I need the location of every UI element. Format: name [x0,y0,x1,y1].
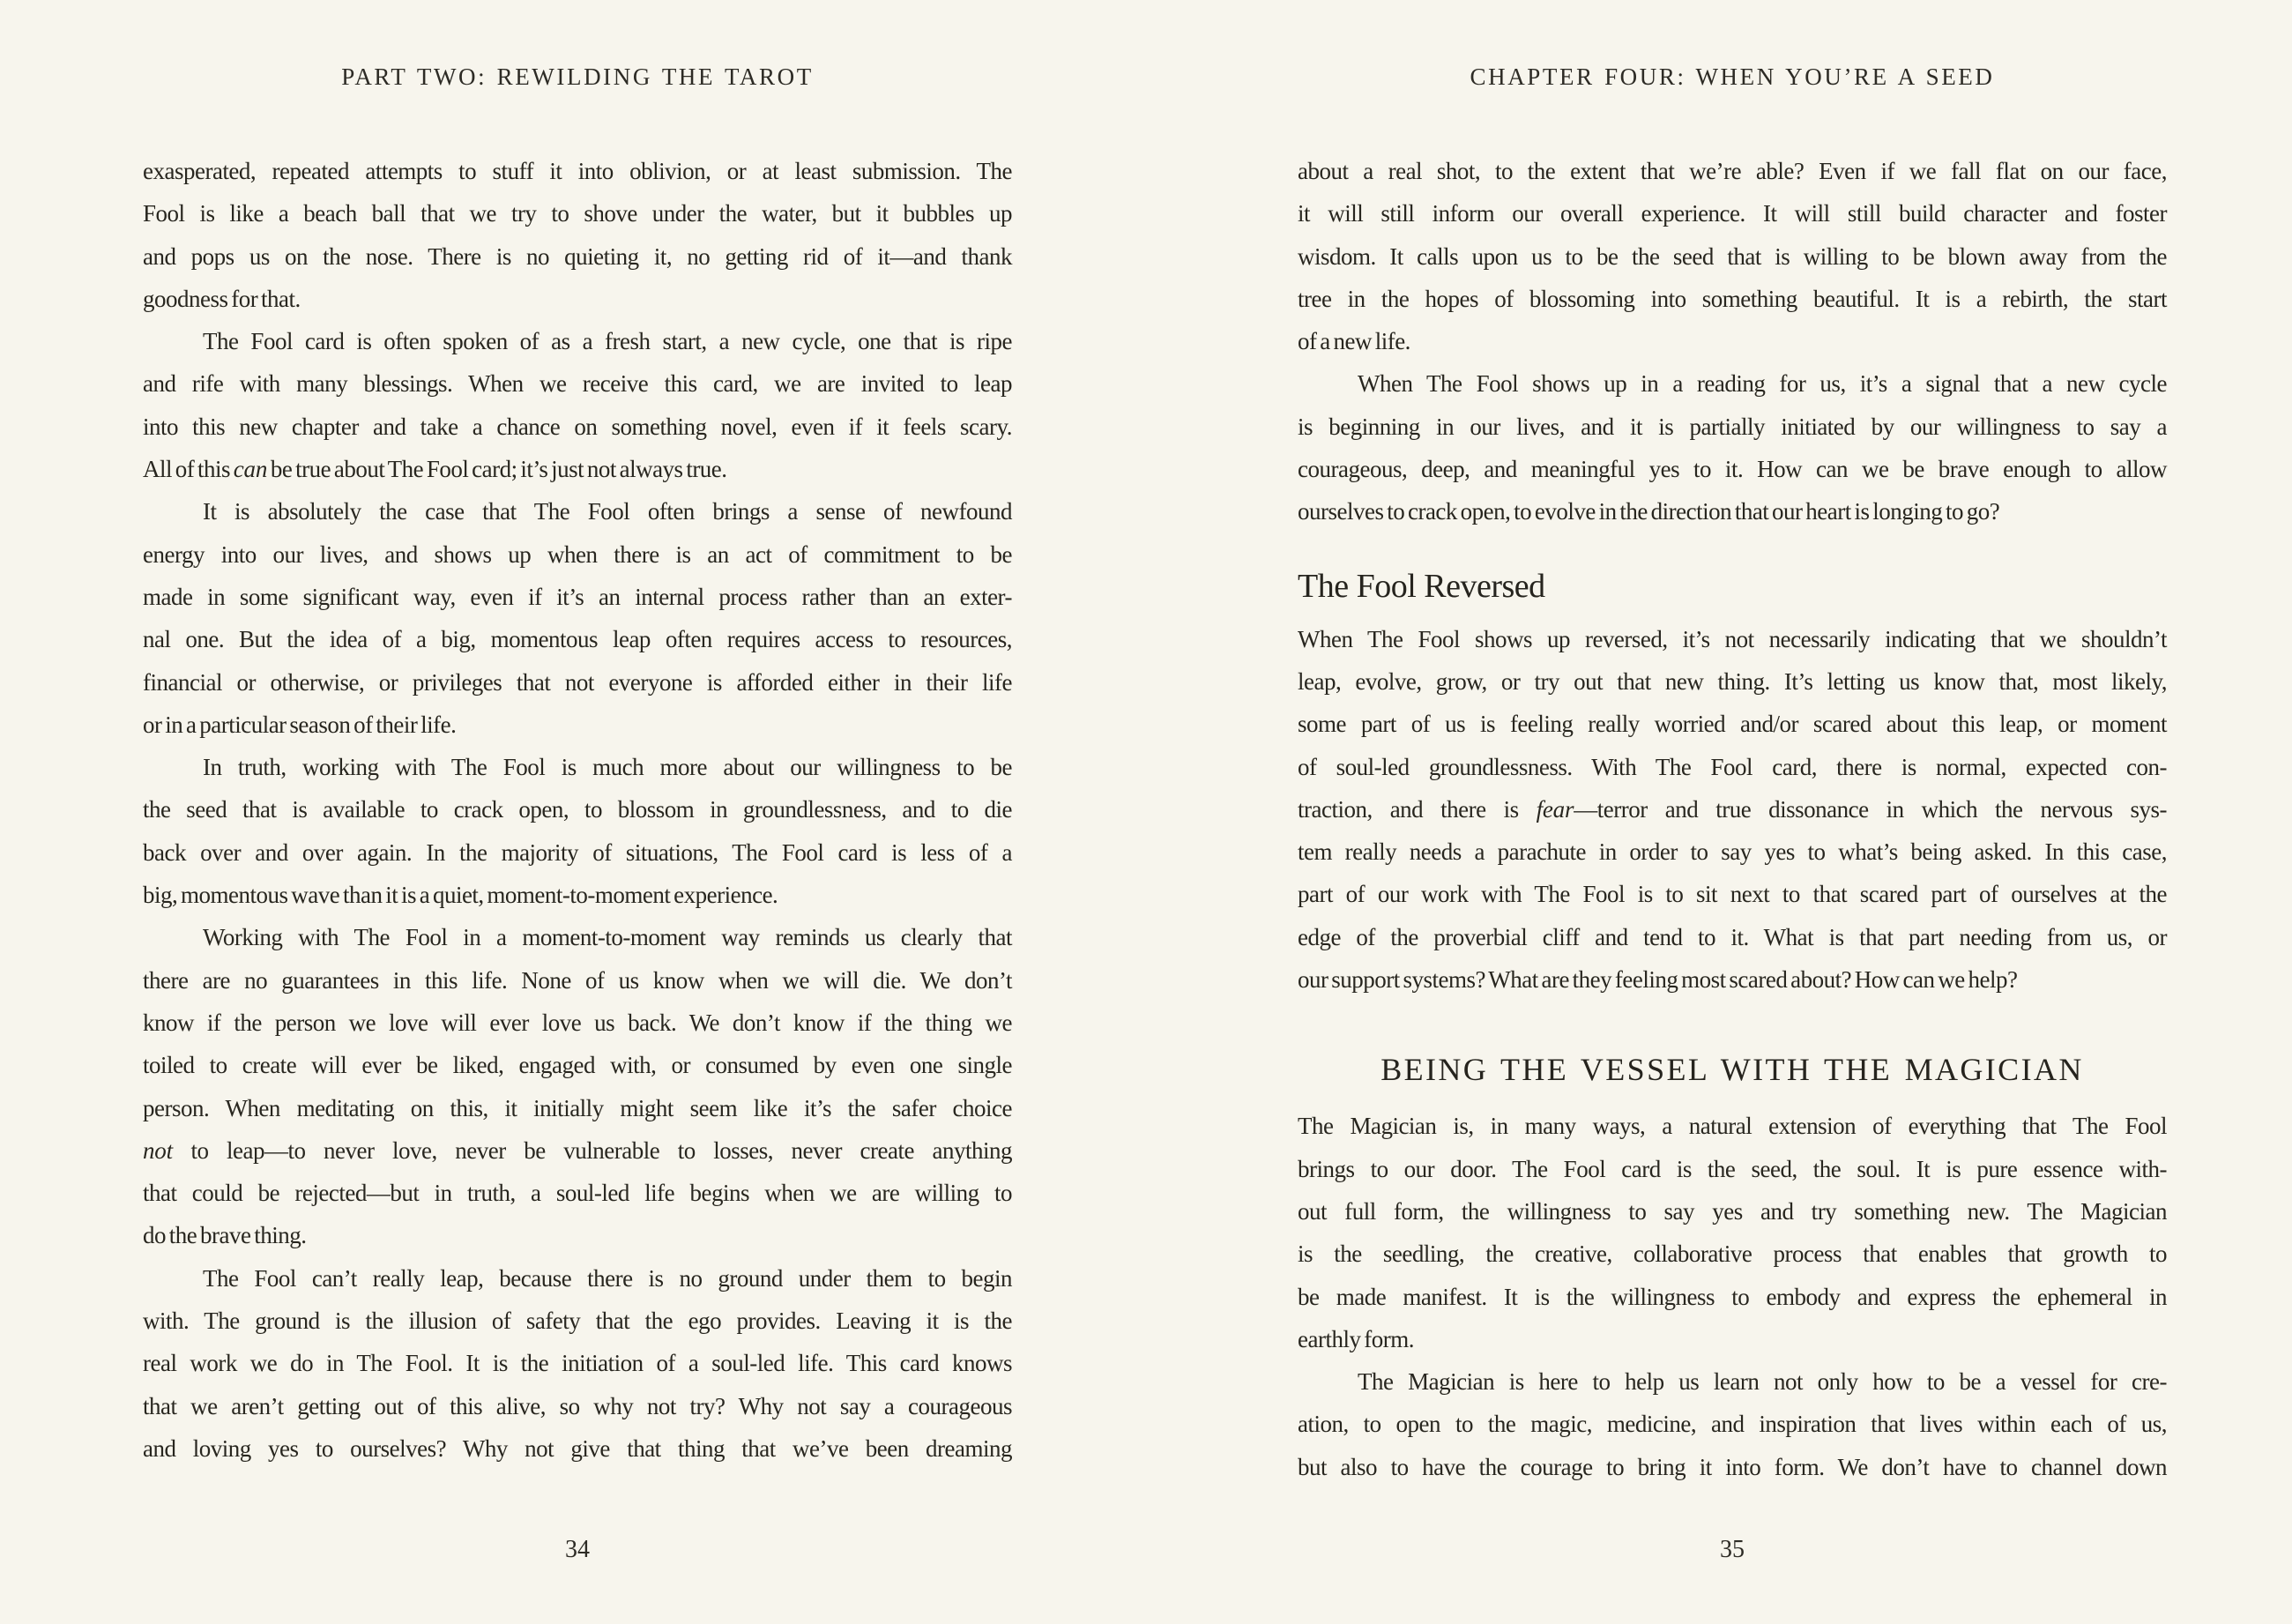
text-line: brings to our door. The Fool card is the seed, the soul. It is pure essence with- [1298,1155,2167,1182]
text-line: the seed that is available to crack open, to blossom in groundlessness, and to die [143,796,1012,823]
text-line: goodness for that. [143,285,301,312]
paragraph [1298,362,2167,533]
section-heading: BEING THE VESSEL WITH THE MAGICIAN [1380,1052,2084,1088]
text-line: It is absolutely the case that The Fool often brings a sense of newfound [203,498,1012,525]
left-page-body [143,150,1012,1470]
text-line: of a new life. [1298,328,1410,355]
running-header-left: PART TWO: REWILDING THE TAROT [341,63,814,90]
text-line: it will still inform our overall experience. It will still build character and foster [1298,200,2167,227]
text-line: ation, to open to the magic, medicine, and inspiration that lives within each of us, [1298,1411,2167,1438]
text-line: In truth, working with The Fool is much more about our willingness to be [203,754,1012,781]
text-line: our support systems? What are they feeling most scared about? How can we help? [1298,966,2018,994]
text-line: edge of the proverbial cliff and tend to it. What is that part needing from us, or [1298,923,2167,950]
paragraph [1298,618,2167,1002]
paragraph [143,320,1012,490]
right-page-body [1298,150,2167,1488]
paragraph [143,1257,1012,1470]
text-line: is the seedling, the creative, collaborative process that enables that growth to [1298,1240,2167,1268]
text-line: exasperated, repeated attempts to stuff it into oblivion, or at least submission. The [143,158,1012,184]
subheading: The Fool Reversed [1298,567,1545,605]
paragraph [1298,1105,2167,1360]
paragraph [1298,1360,2167,1488]
text-line: wisdom. It calls upon us to be the seed that is willing to be blown away from the [1298,242,2167,270]
text-line: tem really needs a parachute in order to say yes to what’s being asked. In this case, [1298,838,2167,866]
text-line: The Fool card is often spoken of as a fresh start, a new cycle, one that is ripe [203,328,1012,355]
text-line: and loving yes to ourselves? Why not give that thing that we’ve been dreaming [143,1434,1012,1462]
text-line: do the brave thing. [143,1222,307,1249]
text-line: tree in the hopes of blossoming into something beautiful. It is a rebirth, the start [1298,285,2167,312]
page-number-right: 35 [1720,1536,1745,1563]
text-line: know if the person we love will ever love us back. We don’t know if the thing we [143,1009,1012,1036]
text-line: that we aren’t getting out of this alive, so why not try? Why not say a courageous [143,1392,1012,1419]
page-number-left: 34 [565,1536,590,1563]
text-line: with. The ground is the illusion of safety that the ego provides. Leaving it is the [143,1307,1012,1335]
text-line: out full form, the willingness to say yes and try something new. The Magician [1298,1197,2167,1225]
left-page [143,0,1012,1624]
text-line: big, momentous wave than it is a quiet, moment-to-moment experience. [143,882,778,909]
running-header-right: CHAPTER FOUR: WHEN YOU’RE A SEED [1470,63,1995,90]
text-line: All of this can be true about The Fool card; it’s just not always true. [143,456,727,483]
text-line: When The Fool shows up in a reading for us, it’s a signal that a new cycle [1358,370,2167,398]
text-line: ourselves to crack open, to evolve in the direction that our heart is longing to go? [1298,498,2000,525]
text-line: not to leap—to never love, never be vulnerable to losses, never create anything [143,1136,1012,1164]
text-line: about a real shot, to the extent that we’re able? Even if we fall flat on our face, [1298,158,2167,184]
text-line: leap, evolve, grow, or try out that new thing. It’s letting us know that, most likely, [1298,667,2167,695]
text-line: courageous, deep, and meaningful yes to it. How can we be brave enough to allow [1298,456,2167,483]
text-line: part of our work with The Fool is to sit next to that scared part of ourselves at the [1298,881,2167,908]
text-line: there are no guarantees in this life. None of us know when we will die. We don’t [143,966,1012,994]
text-line: energy into our lives, and shows up when there is an act of commitment to be [143,540,1012,568]
text-line: and rife with many blessings. When we receive this card, we are invited to leap [143,370,1012,398]
text-line: real work we do in The Fool. It is the initiation of a soul-led life. This card knows [143,1350,1012,1377]
text-line: Working with The Fool in a moment-to-moment way reminds us clearly that [203,924,1012,951]
text-line: The Fool can’t really leap, because there is no ground under them to begin [203,1264,1012,1292]
text-line: financial or otherwise, or privileges that not everyone is afforded either in their life [143,668,1012,696]
text-line: person. When meditating on this, it initially might seem like it’s the safer choice [143,1094,1012,1121]
paragraph [143,916,1012,1256]
text-line: Fool is like a beach ball that we try to shove under the water, but it bubbles up [143,200,1012,227]
text-line: into this new chapter and take a chance on something novel, even if it feels scary. [143,413,1012,440]
paragraph [143,746,1012,916]
text-line: but also to have the courage to bring it into form. We don’t have to channel down [1298,1453,2167,1480]
text-line: The Magician is, in many ways, a natural extension of everything that The Fool [1298,1113,2167,1140]
text-line: be made manifest. It is the willingness to embody and express the ephemeral in [1298,1283,2167,1310]
right-page [1298,0,2167,1624]
text-line: and pops us on the nose. There is no quieting it, no getting rid of it—and thank [143,242,1012,270]
text-line: toiled to create will ever be liked, engaged with, or consumed by even one single [143,1052,1012,1079]
text-line: back over and over again. In the majority of situations, The Fool card is less of a [143,838,1012,866]
text-line: nal one. But the idea of a big, momentous leap often requires access to resources, [143,626,1012,653]
text-line: The Magician is here to help us learn not only how to be a vessel for cre- [1358,1368,2167,1396]
paragraph [143,490,1012,746]
text-line: made in some significant way, even if it’s an internal process rather than an exter- [143,583,1012,610]
text-line: or in a particular season of their life. [143,711,457,738]
text-line: some part of us is feeling really worried and/or scared about this leap, or moment [1298,711,2167,738]
text-line: of soul-led groundlessness. With The Fool card, there is normal, expected con- [1298,753,2167,780]
text-line: that could be rejected—but in truth, a soul-led life begins when we are willing to [143,1180,1012,1207]
paragraph [143,150,1012,320]
text-line: earthly form. [1298,1325,1414,1352]
text-line: When The Fool shows up reversed, it’s not necessarily indicating that we shouldn’t [1298,625,2167,652]
text-line: traction, and there is fear—terror and true dissonance in which the nervous sys- [1298,795,2167,823]
text-line: is beginning in our lives, and it is partially initiated by our willingness to say a [1298,413,2167,440]
paragraph [1298,150,2167,362]
